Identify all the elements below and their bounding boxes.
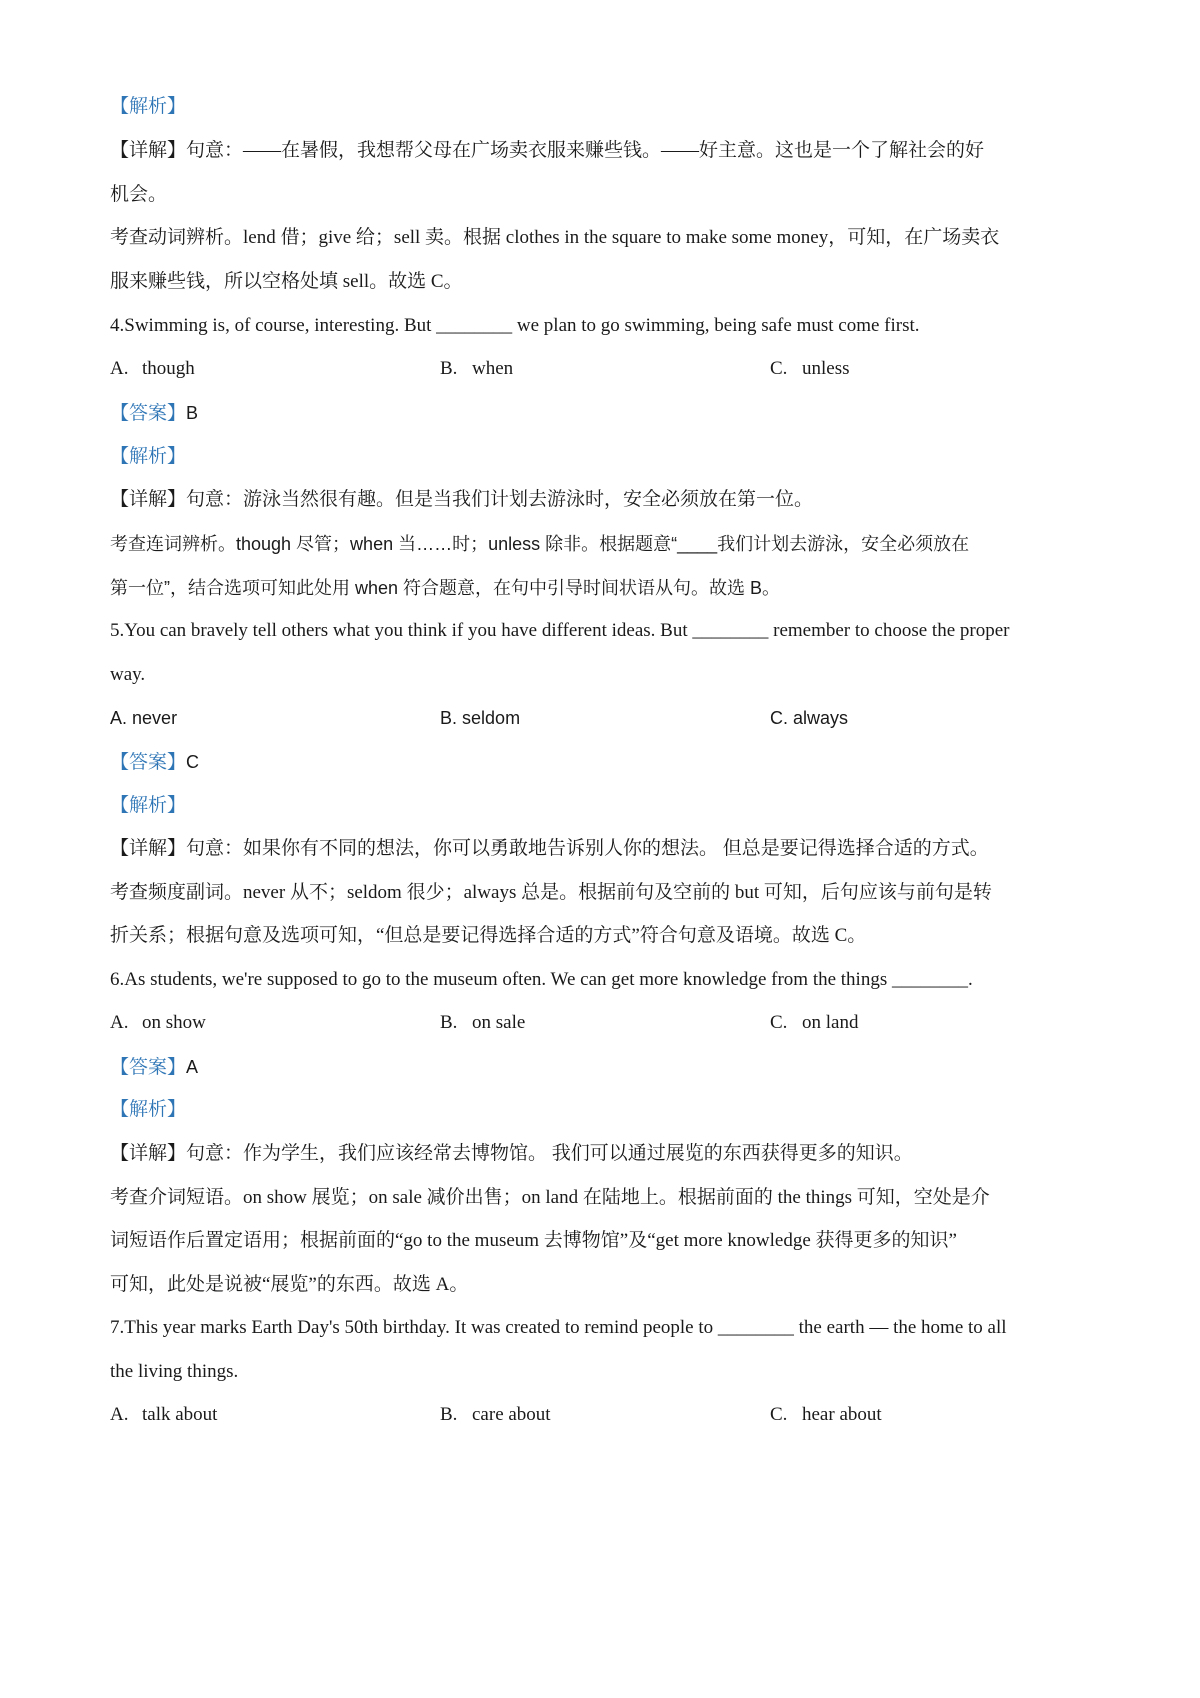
q6-explanation-line2: 词短语作后置定语用；根据前面的“go to the museum 去博物馆”及“get more knowledge 获得更多的知识”: [110, 1230, 957, 1251]
option-letter: A.: [110, 1012, 129, 1033]
q6-question: 6.As students, we're supposed to go to the museum often. We can get more knowledge from the things ________.: [110, 969, 973, 990]
q4-detail: [110, 487, 813, 513]
q4-option-c: [770, 356, 850, 382]
option-text: talk about: [142, 1404, 218, 1425]
q4-option-a: [110, 356, 195, 382]
q6-explanation-line1: 考查介词短语。on show 展览；on sale 减价出售；on land 在陆地上。根据前面的 the things 可知，空处是介: [110, 1187, 990, 1208]
option-letter: A.: [110, 708, 128, 728]
answer-tag: 【答案】: [110, 752, 187, 773]
q4-explanation-line2: 第一位”，结合选项可知此处用 when 符合题意，在句中引导时间状语从句。故选 B。: [110, 578, 781, 598]
detail-tag: 【详解】: [110, 489, 187, 510]
option-letter: C.: [770, 358, 788, 379]
q3-explanation-line2: 服来赚些钱，所以空格处填 sell。故选 C。: [110, 271, 463, 292]
q5-detail: [110, 836, 989, 862]
option-text: always: [793, 708, 849, 728]
detail-text: 句意：——在暑假，我想帮父母在广场卖衣服来赚些钱。——好主意。这也是一个了解社会的好: [186, 140, 985, 161]
option-letter: A.: [110, 1404, 129, 1425]
option-letter: A.: [110, 358, 129, 379]
detail-tag: 【详解】: [110, 838, 187, 859]
q5-answer: [110, 749, 199, 776]
option-letter: B.: [440, 358, 458, 379]
q6-option-c: [770, 1010, 858, 1036]
option-text: unless: [802, 358, 850, 379]
q6-detail: [110, 1141, 913, 1167]
detail-text: 句意：作为学生，我们应该经常去博物馆。 我们可以通过展览的东西获得更多的知识。: [186, 1143, 913, 1164]
q6-answer: [110, 1054, 198, 1081]
q5-question-line2: way.: [110, 664, 146, 685]
answer-value: A: [186, 1057, 199, 1077]
q3-detail: [110, 138, 984, 164]
q5-analysis-tag: 【解析】: [110, 795, 187, 816]
answer-value: C: [186, 752, 200, 772]
q4-answer: [110, 400, 198, 427]
option-letter: B.: [440, 708, 458, 728]
option-text: never: [132, 708, 178, 728]
q6-explanation-line3: 可知，此处是说被“展览”的东西。故选 A。: [110, 1274, 469, 1295]
option-text: on sale: [472, 1012, 526, 1033]
q5-explanation-line2: 折关系；根据句意及选项可知，“但总是要记得选择合适的方式”符合句意及语境。故选 C。: [110, 925, 867, 946]
option-text: care about: [472, 1404, 551, 1425]
option-text: when: [472, 358, 514, 379]
q5-explanation-line1: 考查频度副词。never 从不；seldom 很少；always 总是。根据前句及空前的 but 可知，后句应该与前句是转: [110, 882, 992, 903]
detail-text: 句意：游泳当然很有趣。但是当我们计划去游泳时，安全必须放在第一位。: [186, 489, 814, 510]
q4-explanation-line1: 考查连词辨析。though 尽管；when 当……时；unless 除非。根据题意“____我们计划去游泳，安全必须放在: [110, 534, 970, 554]
q6-option-b: [440, 1010, 525, 1036]
q7-question-line1: 7.This year marks Earth Day's 50th birthday. It was created to remind people to ________ the earth — the home to all: [110, 1317, 1007, 1338]
q6-option-a: [110, 1010, 206, 1036]
q3-explanation-line1: 考查动词辨析。lend 借；give 给；sell 卖。根据 clothes in the square to make some money，可知，在广场卖衣: [110, 227, 1000, 248]
q5-option-b: [440, 705, 520, 731]
q7-option-b: [440, 1402, 551, 1428]
answer-value: B: [186, 403, 199, 423]
q6-analysis-tag: 【解析】: [110, 1099, 187, 1120]
option-letter: C.: [770, 1012, 788, 1033]
q3-analysis-tag: 【解析】: [110, 96, 187, 117]
q7-option-a: [110, 1402, 217, 1428]
option-letter: C.: [770, 708, 788, 728]
q4-question: 4.Swimming is, of course, interesting. But ________ we plan to go swimming, being safe must come first.: [110, 315, 920, 336]
answer-tag: 【答案】: [110, 403, 187, 424]
option-text: seldom: [462, 708, 521, 728]
q4-option-b: [440, 356, 513, 382]
option-letter: B.: [440, 1404, 458, 1425]
option-letter: B.: [440, 1012, 458, 1033]
option-text: hear about: [802, 1404, 882, 1425]
q5-option-c: [770, 705, 848, 731]
q7-question-line2: the living things.: [110, 1361, 239, 1382]
q7-option-c: [770, 1402, 882, 1428]
option-text: on show: [142, 1012, 206, 1033]
q5-option-a: [110, 705, 177, 731]
q4-analysis-tag: 【解析】: [110, 446, 187, 467]
answer-tag: 【答案】: [110, 1057, 187, 1078]
option-text: on land: [802, 1012, 859, 1033]
detail-text: 句意：如果你有不同的想法，你可以勇敢地告诉别人你的想法。 但总是要记得选择合适的方式。: [186, 838, 989, 859]
detail-tag: 【详解】: [110, 1143, 187, 1164]
option-letter: C.: [770, 1404, 788, 1425]
q3-detail-line2: 机会。: [110, 184, 168, 205]
detail-tag: 【详解】: [110, 140, 187, 161]
q5-question-line1: 5.You can bravely tell others what you think if you have different ideas. But ________ remember to choose the proper: [110, 620, 1010, 641]
option-text: though: [142, 358, 195, 379]
